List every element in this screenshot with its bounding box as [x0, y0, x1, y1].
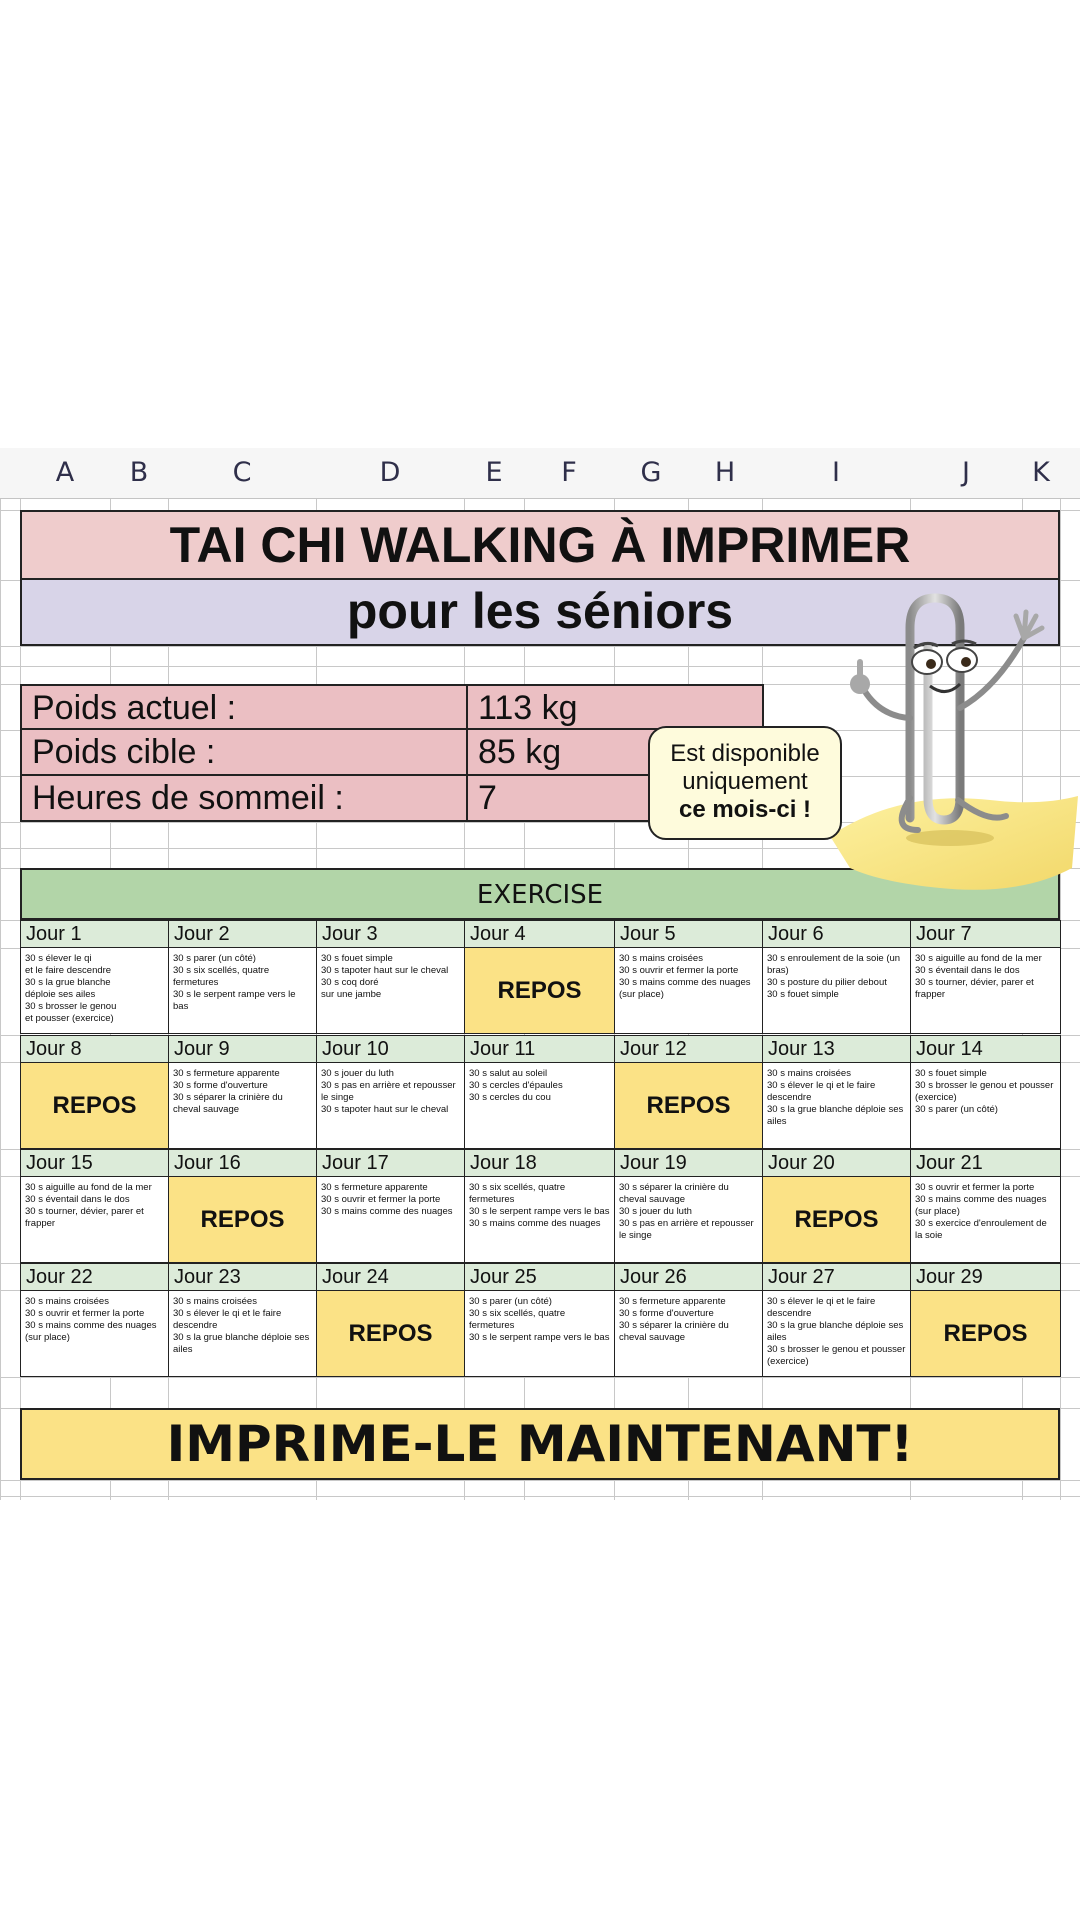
bubble-line-3: ce mois-ci ! [678, 796, 812, 823]
exercise-cell[interactable]: 30 s parer (un côté) 30 s six scellés, quatre fermetures 30 s le serpent rampe vers le bas [464, 1290, 615, 1377]
grid-column-line [0, 448, 1, 1500]
rest-day-cell[interactable]: REPOS [614, 1062, 763, 1149]
stat-value-current-weight: 113 kg [466, 684, 764, 730]
day-label: Jour 26 [614, 1263, 763, 1291]
day-label: Jour 8 [20, 1035, 169, 1063]
column-letter-e[interactable]: E [485, 457, 503, 488]
column-letter-i[interactable]: I [832, 457, 840, 488]
exercise-cell[interactable]: 30 s fouet simple 30 s tapoter haut sur le cheval 30 s coq doré sur une jambe [316, 947, 465, 1034]
day-label: Jour 21 [910, 1149, 1061, 1177]
column-letter-c[interactable]: C [232, 457, 252, 488]
grid-row-line [0, 1496, 1080, 1497]
day-label: Jour 29 [910, 1263, 1061, 1291]
rest-day-cell[interactable]: REPOS [20, 1062, 169, 1149]
day-label: Jour 7 [910, 920, 1061, 948]
rest-day-cell[interactable]: REPOS [316, 1290, 465, 1377]
stat-value-target-weight: 85 kg [466, 728, 764, 776]
day-label: Jour 18 [464, 1149, 615, 1177]
bubble-line-1: Est disponible [670, 740, 820, 767]
day-label: Jour 12 [614, 1035, 763, 1063]
page-subtitle: pour les séniors [20, 580, 1060, 646]
grid-row-line [0, 1377, 1080, 1378]
day-label: Jour 9 [168, 1035, 317, 1063]
day-label: Jour 11 [464, 1035, 615, 1063]
column-letter-d[interactable]: D [379, 457, 401, 488]
day-label: Jour 14 [910, 1035, 1061, 1063]
grid-row-line [0, 1480, 1080, 1481]
day-label: Jour 3 [316, 920, 465, 948]
exercise-cell[interactable]: 30 s fermeture apparente 30 s forme d'ouverture 30 s séparer la crinière du cheval sauvage [614, 1290, 763, 1377]
exercise-cell[interactable]: 30 s aiguille au fond de la mer 30 s éventail dans le dos 30 s tourner, dévier, parer et frapper [910, 947, 1061, 1034]
day-label: Jour 10 [316, 1035, 465, 1063]
rest-day-cell[interactable]: REPOS [910, 1290, 1061, 1377]
exercise-cell[interactable]: 30 s fermeture apparente 30 s ouvrir et fermer la porte 30 s mains comme des nuages [316, 1176, 465, 1263]
day-label: Jour 22 [20, 1263, 169, 1291]
column-letter-k[interactable]: K [1032, 457, 1050, 488]
exercise-cell[interactable]: 30 s salut au soleil 30 s cercles d'épaules 30 s cercles du cou [464, 1062, 615, 1149]
day-label: Jour 16 [168, 1149, 317, 1177]
column-letter-b[interactable]: B [129, 457, 149, 488]
exercise-cell[interactable]: 30 s fouet simple 30 s brosser le genou et pousser (exercice) 30 s parer (un côté) [910, 1062, 1061, 1149]
day-label: Jour 24 [316, 1263, 465, 1291]
bubble-line-2: uniquement [682, 768, 808, 795]
page-title: TAI CHI WALKING À IMPRIMER [20, 510, 1060, 580]
day-label: Jour 2 [168, 920, 317, 948]
stat-label-sleep-hours: Heures de sommeil : [20, 774, 468, 822]
day-label: Jour 20 [762, 1149, 911, 1177]
exercise-cell[interactable]: 30 s élever le qi et le faire descendre 30 s la grue blanche déploie ses ailes 30 s brosser le genou et pousser (exercice) [762, 1290, 911, 1377]
column-letter-j[interactable]: J [962, 457, 970, 488]
day-label: Jour 4 [464, 920, 615, 948]
exercise-cell[interactable]: 30 s enroulement de la soie (un bras) 30 s posture du pilier debout 30 s fouet simple [762, 947, 911, 1034]
exercise-cell[interactable]: 30 s séparer la crinière du cheval sauvage 30 s jouer du luth 30 s pas en arrière et repousser le singe [614, 1176, 763, 1263]
exercise-cell[interactable]: 30 s six scellés, quatre fermetures 30 s le serpent rampe vers le bas 30 s mains comme des nuages [464, 1176, 615, 1263]
exercise-cell[interactable]: 30 s ouvrir et fermer la porte 30 s mains comme des nuages (sur place) 30 s exercice d'enroulement de la soie [910, 1176, 1061, 1263]
column-letter-f[interactable]: F [561, 457, 577, 488]
day-label: Jour 15 [20, 1149, 169, 1177]
day-label: Jour 1 [20, 920, 169, 948]
column-header-bar [0, 448, 1080, 499]
day-label: Jour 19 [614, 1149, 763, 1177]
stat-label-target-weight: Poids cible : [20, 728, 468, 776]
exercise-cell[interactable]: 30 s mains croisées 30 s ouvrir et fermer la porte 30 s mains comme des nuages (sur place) [614, 947, 763, 1034]
day-label: Jour 5 [614, 920, 763, 948]
stat-label-current-weight: Poids actuel : [20, 684, 468, 730]
column-letter-g[interactable]: G [640, 457, 662, 488]
exercise-cell[interactable]: 30 s mains croisées 30 s ouvrir et fermer la porte 30 s mains comme des nuages (sur place) [20, 1290, 169, 1377]
rest-day-cell[interactable]: REPOS [168, 1176, 317, 1263]
spreadsheet [0, 448, 1080, 1500]
day-label: Jour 6 [762, 920, 911, 948]
stat-value-sleep-hours: 7 [466, 774, 764, 822]
day-label: Jour 17 [316, 1149, 465, 1177]
exercise-cell[interactable]: 30 s mains croisées 30 s élever le qi et le faire descendre 30 s la grue blanche déploie ses ailes [762, 1062, 911, 1149]
exercise-cell[interactable]: 30 s jouer du luth 30 s pas en arrière et repousser le singe 30 s tapoter haut sur le cheval [316, 1062, 465, 1149]
exercise-cell[interactable]: 30 s mains croisées 30 s élever le qi et le faire descendre 30 s la grue blanche déploie ses ailes [168, 1290, 317, 1377]
day-label: Jour 13 [762, 1035, 911, 1063]
day-label: Jour 23 [168, 1263, 317, 1291]
paperclip-mascot [820, 568, 1080, 908]
exercise-cell[interactable]: 30 s aiguille au fond de la mer 30 s éventail dans le dos 30 s tourner, dévier, parer et frapper [20, 1176, 169, 1263]
rest-day-cell[interactable]: REPOS [762, 1176, 911, 1263]
rest-day-cell[interactable]: REPOS [464, 947, 615, 1034]
column-letter-h[interactable]: H [714, 457, 736, 488]
exercise-cell[interactable]: 30 s élever le qi et le faire descendre 30 s la grue blanche déploie ses ailes 30 s brosser le genou et pousser (exercice) [20, 947, 169, 1034]
day-label: Jour 25 [464, 1263, 615, 1291]
speech-bubble [648, 726, 842, 840]
exercise-cell[interactable]: 30 s parer (un côté) 30 s six scellés, quatre fermetures 30 s le serpent rampe vers le bas [168, 947, 317, 1034]
exercise-cell[interactable]: 30 s fermeture apparente 30 s forme d'ouverture 30 s séparer la crinière du cheval sauvage [168, 1062, 317, 1149]
column-letter-a[interactable]: A [55, 457, 75, 488]
print-now-banner[interactable]: IMPRIME-LE MAINTENANT! [20, 1408, 1060, 1480]
day-label: Jour 27 [762, 1263, 911, 1291]
exercise-header: EXERCISE [20, 868, 1060, 920]
